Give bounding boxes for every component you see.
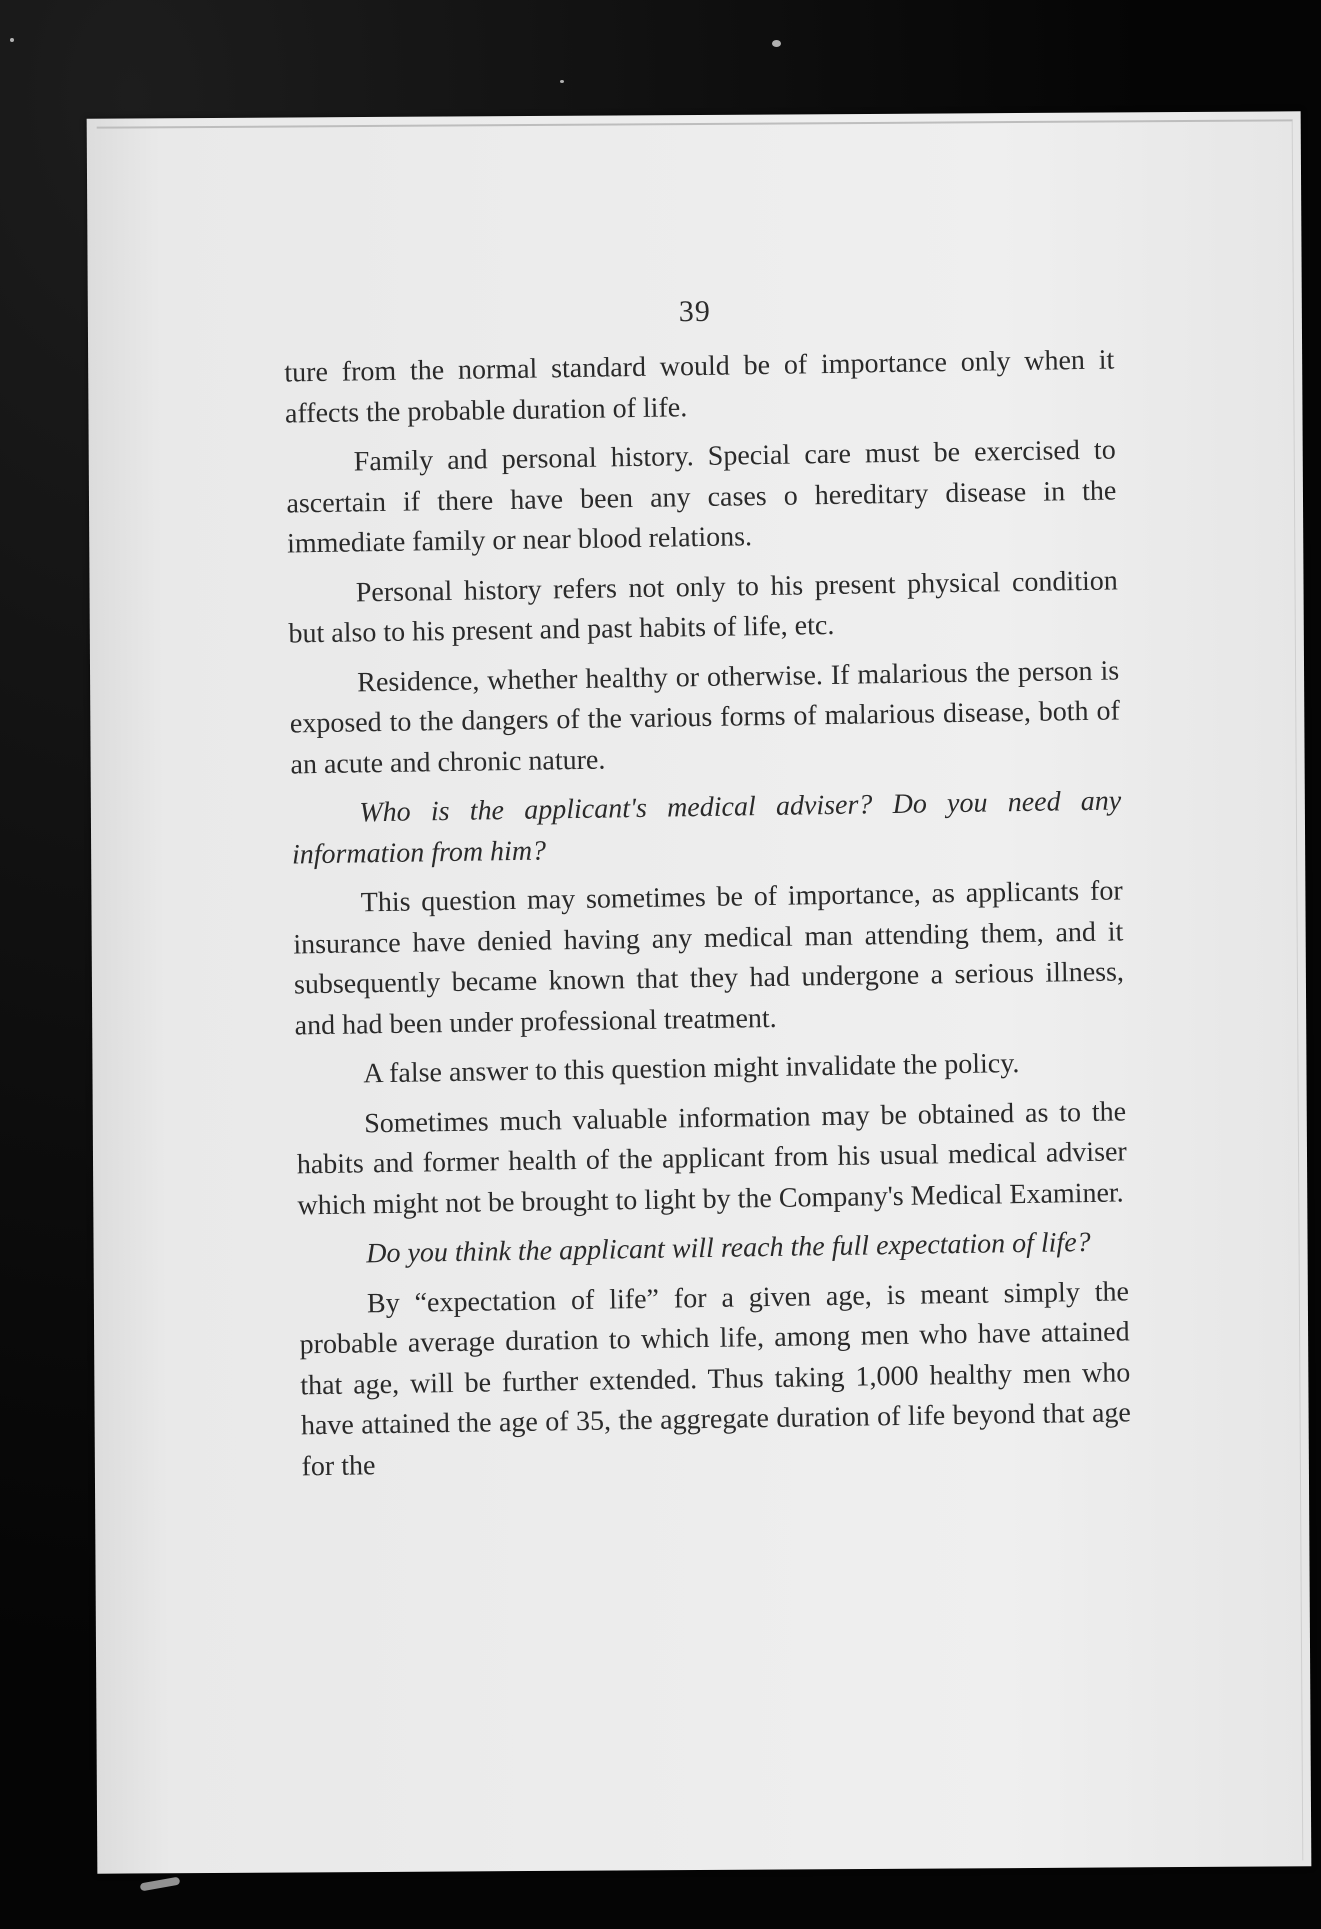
- dust-speck: [560, 80, 564, 83]
- book-page: [87, 111, 1312, 1873]
- question-heading: Do you think the applicant will reach the full expectation of life?: [365, 1226, 1091, 1270]
- dust-speck: [10, 38, 14, 42]
- page-number: 39: [678, 294, 711, 329]
- dust-speck: [772, 40, 781, 47]
- paragraph: Sometimes much valuable information may be obtained as to the habits and former health of the applicant from his usual medical adviser which might not be brought to light by the Company's Medical Examiner.: [296, 1095, 1127, 1221]
- paragraph: By “expectation of life” for a given age, is meant simply the probable average duration to which life, among men who have attained that age, will be further extended. Thus taking 1,000 healthy men who have attained the age of 35, the aggregate duration of life beyond that age for the: [299, 1275, 1132, 1482]
- body-text: [284, 340, 1132, 1496]
- question-heading: Who is the applicant's medical adviser? Do you need any information from him?: [291, 785, 1122, 870]
- paragraph: A false answer to this question might invalidate the policy.: [363, 1048, 1020, 1090]
- paragraph: Residence, whether healthy or otherwise. If malarious the person is exposed to the dangers of the various forms of malarious disease, both of an acute and chronic nature.: [289, 654, 1121, 780]
- paragraph: Personal history refers not only to his present physical condition but also to his present and past habits of life, etc.: [288, 564, 1118, 650]
- paragraph: This question may sometimes be of importance, as applicants for insurance have denied having any medical man attending them, and it subsequently became known that they had undergone a serious illness, and had been under professional treatment.: [293, 875, 1125, 1041]
- paragraph: ture from the normal standard would be of importance only when it affects the probable duration of life.: [284, 344, 1115, 430]
- paragraph: Family and personal history. Special care must be exercised to ascertain if there have been any cases o hereditary disease in the immediate family or near blood relations.: [286, 434, 1117, 560]
